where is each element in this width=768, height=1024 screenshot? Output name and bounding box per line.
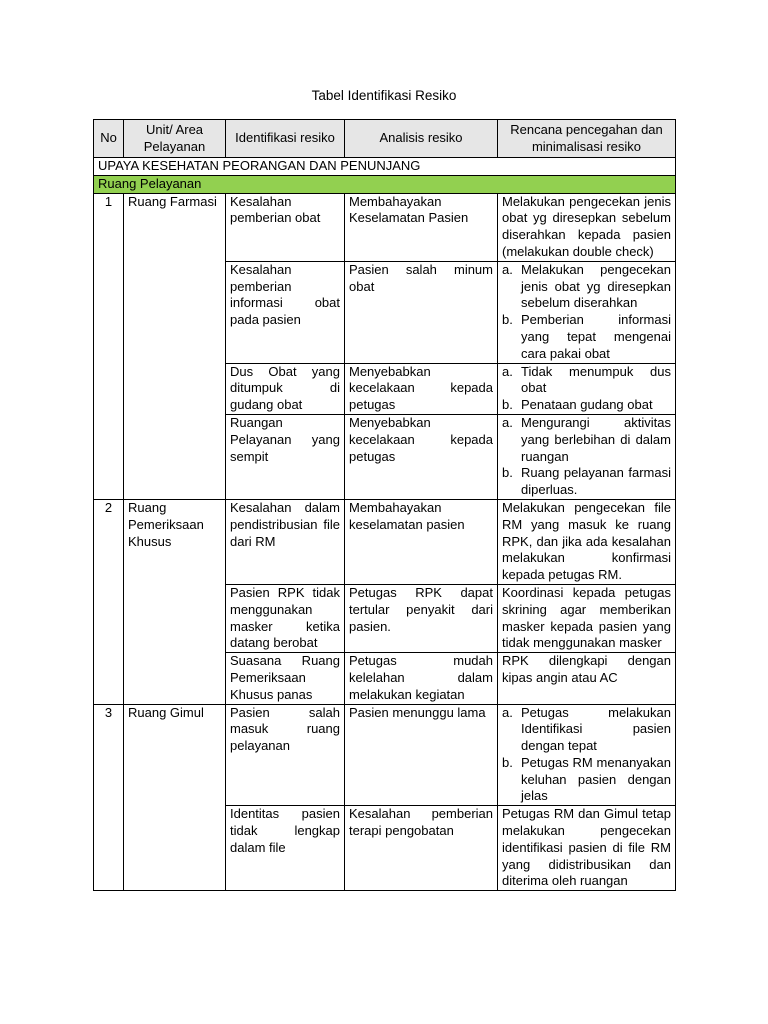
analisis-cell: Menyebabkan kecelakaan kepada petugas <box>345 414 498 499</box>
document-title: Tabel Identifikasi Resiko <box>311 88 457 103</box>
rencana-list <box>502 262 671 363</box>
unit-name: Ruang Gimul <box>124 704 226 891</box>
subsection-row <box>94 175 676 193</box>
rencana-cell <box>498 414 676 499</box>
table-row <box>94 193 676 261</box>
table-header-row <box>94 120 676 158</box>
analisis-cell: Kesalahan pemberian terapi pengobatan <box>345 806 498 891</box>
rencana-list <box>502 705 671 806</box>
rencana-cell <box>498 261 676 363</box>
section-row <box>94 158 676 176</box>
rencana-list-item: b. Ruang pelayanan farmasi diperluas. <box>502 465 671 499</box>
header-no: No <box>94 120 124 158</box>
table-row <box>94 499 676 584</box>
rencana-list-item: b. Petugas RM menanyakan keluhan pasien dengan jelas <box>502 755 671 805</box>
analisis-cell: Pasien salah minum obat <box>345 261 498 363</box>
subsection-title: Ruang Pelayanan <box>94 175 676 193</box>
header-rencana: Rencana pencegahan dan minimalisasi resiko <box>498 120 676 158</box>
rencana-list <box>502 415 671 499</box>
analisis-cell: Membahayakan Keselamatan Pasien <box>345 193 498 261</box>
risk-identification-table <box>93 119 676 891</box>
rencana-cell: RPK dilengkapi dengan kipas angin atau AC <box>498 653 676 704</box>
row-number: 2 <box>94 499 124 704</box>
unit-name: Ruang Pemeriksaan Khusus <box>124 499 226 704</box>
identifikasi-cell: Pasien salah masuk ruang pelayanan <box>226 704 345 806</box>
rencana-list <box>502 364 671 414</box>
section-title: UPAYA KESEHATAN PEORANGAN DAN PENUNJANG <box>94 158 676 176</box>
analisis-cell: Petugas RPK dapat tertular penyakit dari pasien. <box>345 584 498 652</box>
analisis-cell: Menyebabkan kecelakaan kepada petugas <box>345 363 498 414</box>
analisis-cell: Petugas mudah kelelahan dalam melakukan kegiatan <box>345 653 498 704</box>
identifikasi-cell: Pasien RPK tidak menggunakan masker ketika datang berobat <box>226 584 345 652</box>
rencana-cell <box>498 363 676 414</box>
identifikasi-cell: Kesalahan pemberian informasi obat pada pasien <box>226 261 345 363</box>
rencana-cell <box>498 704 676 806</box>
rencana-list-item: a. Tidak menumpuk dus obat <box>502 364 671 398</box>
identifikasi-cell: Suasana Ruang Pemeriksaan Khusus panas <box>226 653 345 704</box>
rencana-cell: Petugas RM dan Gimul tetap melakukan pengecekan identifikasi pasien di file RM yang didistribusikan dan diterima oleh ruangan <box>498 806 676 891</box>
header-analisis: Analisis resiko <box>345 120 498 158</box>
rencana-list-item: b. Penataan gudang obat <box>502 397 671 414</box>
identifikasi-cell: Kesalahan pemberian obat <box>226 193 345 261</box>
identifikasi-cell: Ruangan Pelayanan yang sempit <box>226 414 345 499</box>
identifikasi-cell: Dus Obat yang ditumpuk di gudang obat <box>226 363 345 414</box>
row-number: 1 <box>94 193 124 499</box>
header-unit: Unit/ Area Pelayanan <box>124 120 226 158</box>
analisis-cell: Membahayakan keselamatan pasien <box>345 499 498 584</box>
row-number: 3 <box>94 704 124 891</box>
rencana-list-item: a. Melakukan pengecekan jenis obat yg diresepkan sebelum diserahkan <box>502 262 671 312</box>
rencana-cell: Melakukan pengecekan file RM yang masuk ke ruang RPK, dan jika ada kesalahan melakukan konfirmasi kepada petugas RM. <box>498 499 676 584</box>
identifikasi-cell: Identitas pasien tidak lengkap dalam file <box>226 806 345 891</box>
rencana-cell: Melakukan pengecekan jenis obat yg diresepkan sebelum diserahkan kepada pasien (melakukan double check) <box>498 193 676 261</box>
unit-name: Ruang Farmasi <box>124 193 226 499</box>
header-identifikasi: Identifikasi resiko <box>226 120 345 158</box>
identifikasi-cell: Kesalahan dalam pendistribusian file dari RM <box>226 499 345 584</box>
rencana-list-item: a. Petugas melakukan Identifikasi pasien dengan tepat <box>502 705 671 755</box>
analisis-cell: Pasien menunggu lama <box>345 704 498 806</box>
rencana-list-item: b. Pemberian informasi yang tepat mengenai cara pakai obat <box>502 312 671 362</box>
rencana-list-item: a. Mengurangi aktivitas yang berlebihan di dalam ruangan <box>502 415 671 465</box>
rencana-cell: Koordinasi kepada petugas skrining agar memberikan masker kepada pasien yang tidak menggunakan masker <box>498 584 676 652</box>
table-row <box>94 704 676 806</box>
